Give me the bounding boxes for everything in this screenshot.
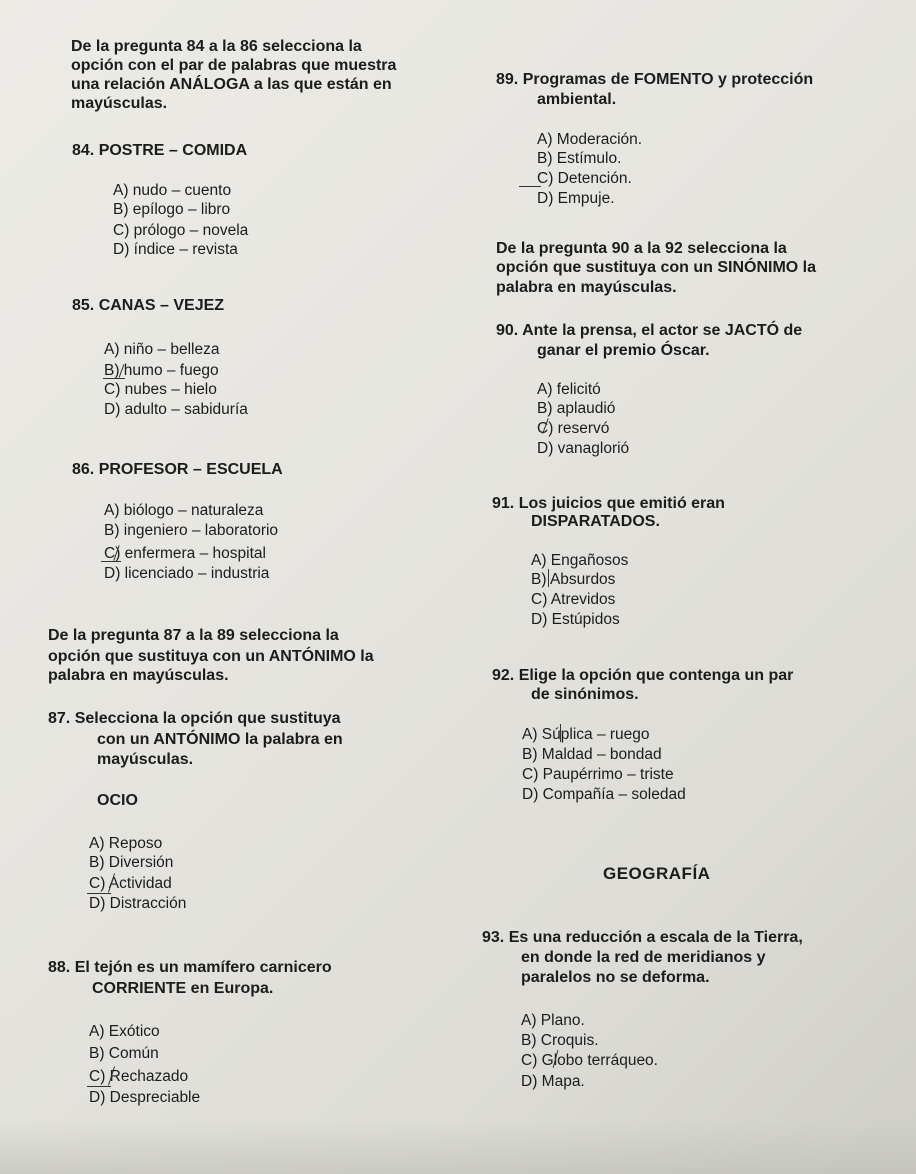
option-b[interactable]: B) Diversión [89,854,174,871]
question-line: CORRIENTE en Europa. [92,980,274,997]
question-line: de sinónimos. [531,686,639,703]
option-c[interactable]: C) Paupérrimo – triste [522,766,674,783]
option-c[interactable]: C) reservó [537,420,610,437]
option-c[interactable]: C) Actividad [89,875,172,892]
option-d[interactable]: D) licenciado – industria [104,565,270,582]
instruction-line: opción que sustituya con un SINÓNIMO la [496,259,817,276]
option-c[interactable]: C) enfermera – hospital [104,545,266,562]
option-a[interactable]: A) biólogo – naturaleza [104,502,264,519]
question-line: ganar el premio Óscar. [537,342,710,359]
option-a[interactable]: A) Reposo [89,835,163,852]
option-d[interactable]: D) índice – revista [113,241,238,258]
option-d[interactable]: D) Mapa. [521,1073,585,1090]
option-d[interactable]: D) vanaglorió [537,440,630,457]
pen-underline [103,378,125,379]
pen-mark [548,569,549,587]
question-line: 90. Ante la prensa, el actor se JACTÓ de [496,322,803,339]
option-d[interactable]: D) Empuje. [537,190,615,207]
pen-underline [87,1086,111,1087]
instruction-line: opción con el par de palabras que muestra [71,57,397,74]
option-b[interactable]: B) epílogo – libro [113,201,231,218]
instruction-line: De la pregunta 90 a la 92 selecciona la [496,240,787,257]
option-c[interactable]: C) Detención. [537,170,632,187]
question-title: 85. CANAS – VEJEZ [72,297,225,314]
option-a[interactable]: A) Engañosos [531,552,629,569]
question-title: 86. PROFESOR – ESCUELA [72,461,283,478]
question-keyword: OCIO [97,792,138,809]
option-d[interactable]: D) Compañía – soledad [522,786,686,803]
option-c[interactable]: C) prólogo – novela [113,222,249,239]
option-b[interactable]: B) Absurdos [531,571,616,588]
option-d[interactable]: D) Estúpidos [531,611,620,628]
question-line: ambiental. [537,91,617,108]
instruction-line: una relación ANÁLOGA a las que están en [71,76,392,93]
pen-underline [101,561,121,562]
option-a[interactable]: A) Súplica – ruego [522,726,650,743]
option-a[interactable]: A) Moderación. [537,131,643,148]
instruction-line: opción que sustituya con un ANTÓNIMO la [48,648,374,665]
pen-underline [87,893,111,894]
question-title: 84. POSTRE – COMIDA [72,142,248,159]
option-b[interactable]: B) humo – fuego [104,362,219,379]
option-a[interactable]: A) Plano. [521,1012,585,1029]
instruction-line: mayúsculas. [71,95,168,112]
paper-shadow [0,1120,916,1174]
option-a[interactable]: A) niño – belleza [104,341,220,358]
option-c[interactable]: C) nubes – hielo [104,381,217,398]
question-line: mayúsculas. [97,751,194,768]
option-b[interactable]: B) Estímulo. [537,150,622,167]
option-b[interactable]: B) aplaudió [537,400,616,417]
option-b[interactable]: B) Común [89,1045,159,1062]
pen-underline [519,186,541,187]
section-heading: GEOGRAFÍA [603,864,711,883]
option-b[interactable]: B) ingeniero – laboratorio [104,522,279,539]
option-b[interactable]: B) Maldad – bondad [522,746,662,763]
question-line: con un ANTÓNIMO la palabra en [97,731,343,748]
question-line: en donde la red de meridianos y [521,949,766,966]
question-line: 91. Los juicios que emitió eran [492,495,725,512]
question-line: DISPARATADOS. [531,513,660,530]
option-a[interactable]: A) felicitó [537,381,601,398]
option-d[interactable]: D) Despreciable [89,1089,201,1106]
question-line: 87. Selecciona la opción que sustituya [48,710,341,727]
option-c[interactable]: C) Atrevidos [531,591,616,608]
question-line: 88. El tejón es un mamífero carnicero [48,959,332,976]
option-a[interactable]: A) nudo – cuento [113,182,232,199]
option-d[interactable]: D) adulto – sabiduría [104,401,248,418]
instruction-line: palabra en mayúsculas. [48,667,229,684]
question-line: 93. Es una reducción a escala de la Tierra, [482,929,803,946]
instruction-line: De la pregunta 87 a la 89 selecciona la [48,627,339,644]
option-c[interactable]: C) Rechazado [89,1068,189,1085]
option-d[interactable]: D) Distracción [89,895,187,912]
option-c[interactable]: C) Globo terráqueo. [521,1052,658,1069]
question-line: 92. Elige la opción que contenga un par [492,667,794,684]
question-line: 89. Programas de FOMENTO y protección [496,71,814,88]
question-line: paralelos no se deforma. [521,969,710,986]
option-b[interactable]: B) Croquis. [521,1032,599,1049]
instruction-line: De la pregunta 84 a la 86 selecciona la [71,38,362,55]
pen-mark [560,724,561,742]
instruction-line: palabra en mayúsculas. [496,279,677,296]
option-a[interactable]: A) Exótico [89,1023,160,1040]
